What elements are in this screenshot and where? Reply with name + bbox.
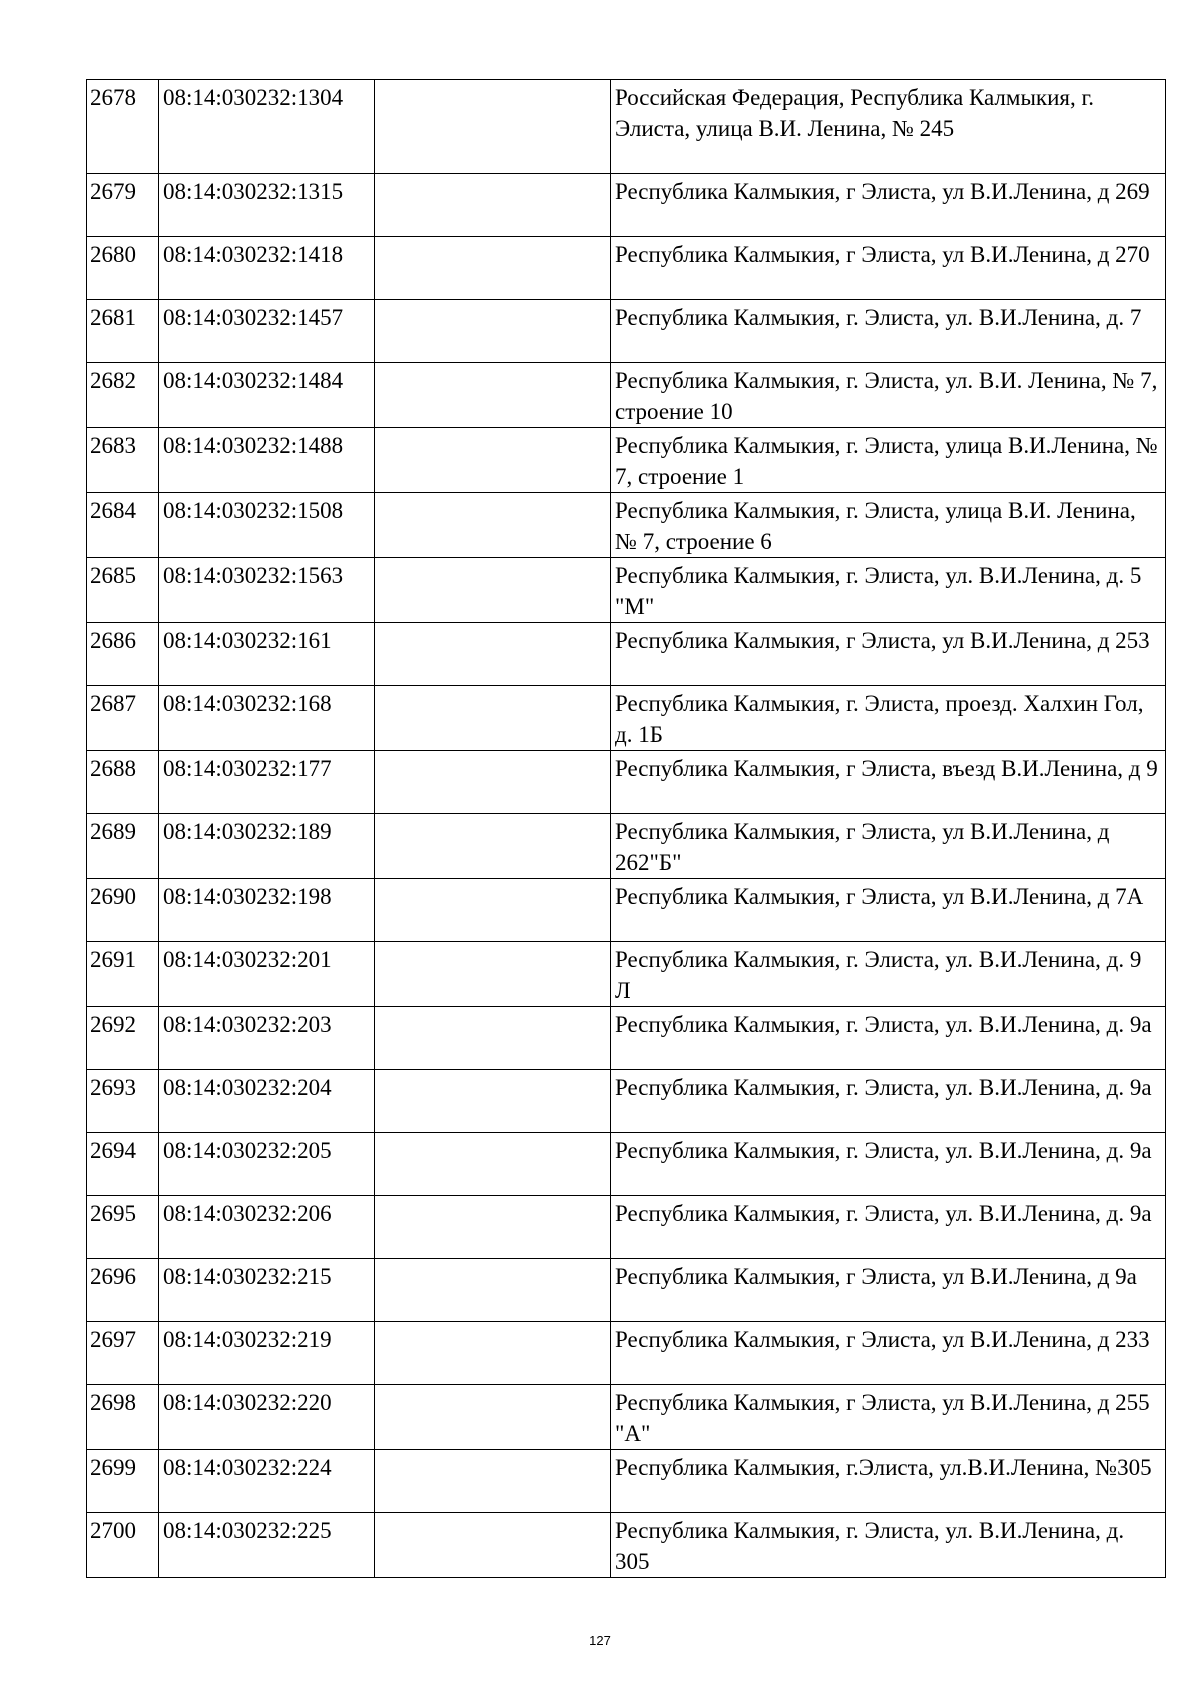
table-row <box>87 1196 1166 1259</box>
table-row <box>87 623 1166 686</box>
row-number-cell: 2679 <box>87 174 159 237</box>
empty-cell <box>375 1322 611 1385</box>
address-cell: Республика Калмыкия, г. Элиста, ул. В.И.Ленина, д. 9а <box>611 1133 1166 1196</box>
empty-cell <box>375 1259 611 1322</box>
page-number: 127 <box>589 1633 611 1648</box>
table-row <box>87 1070 1166 1133</box>
empty-cell <box>375 623 611 686</box>
table-row <box>87 493 1166 558</box>
cadastral-number-cell: 08:14:030232:1304 <box>159 80 375 174</box>
table-row <box>87 751 1166 814</box>
address-cell: Республика Калмыкия, г Элиста, ул В.И.Ленина, д 233 <box>611 1322 1166 1385</box>
cadastral-number-cell: 08:14:030232:189 <box>159 814 375 879</box>
cadastral-number-cell: 08:14:030232:1457 <box>159 300 375 363</box>
table-row <box>87 1513 1166 1578</box>
cadastral-number-cell: 08:14:030232:220 <box>159 1385 375 1450</box>
cadastral-number-cell: 08:14:030232:1484 <box>159 363 375 428</box>
address-cell: Республика Калмыкия, г. Элиста, ул. В.И.Ленина, д. 5 "М" <box>611 558 1166 623</box>
empty-cell <box>375 300 611 363</box>
row-number-cell: 2685 <box>87 558 159 623</box>
row-number-cell: 2687 <box>87 686 159 751</box>
row-number-cell: 2689 <box>87 814 159 879</box>
address-cell: Российская Федерация, Республика Калмыкия, г. Элиста, улица В.И. Ленина, № 245 <box>611 80 1166 174</box>
address-cell: Республика Калмыкия, г Элиста, ул В.И.Ленина, д 270 <box>611 237 1166 300</box>
address-cell: Республика Калмыкия, г. Элиста, ул. В.И. Ленина, № 7, строение 10 <box>611 363 1166 428</box>
empty-cell <box>375 1385 611 1450</box>
cadastral-number-cell: 08:14:030232:203 <box>159 1007 375 1070</box>
empty-cell <box>375 363 611 428</box>
table-row <box>87 300 1166 363</box>
cadastral-number-cell: 08:14:030232:219 <box>159 1322 375 1385</box>
cadastral-number-cell: 08:14:030232:168 <box>159 686 375 751</box>
table-row <box>87 1385 1166 1450</box>
row-number-cell: 2682 <box>87 363 159 428</box>
table-row <box>87 428 1166 493</box>
row-number-cell: 2680 <box>87 237 159 300</box>
table-row <box>87 1133 1166 1196</box>
table-row <box>87 363 1166 428</box>
address-cell: Республика Калмыкия, г Элиста, ул В.И.Ленина, д 269 <box>611 174 1166 237</box>
register-table-body <box>87 80 1166 1578</box>
address-cell: Республика Калмыкия, г. Элиста, ул. В.И.Ленина, д. 9а <box>611 1007 1166 1070</box>
row-number-cell: 2684 <box>87 493 159 558</box>
address-cell: Республика Калмыкия, г Элиста, въезд В.И.Ленина, д 9 <box>611 751 1166 814</box>
row-number-cell: 2692 <box>87 1007 159 1070</box>
empty-cell <box>375 237 611 300</box>
empty-cell <box>375 428 611 493</box>
empty-cell <box>375 814 611 879</box>
table-row <box>87 1259 1166 1322</box>
address-cell: Республика Калмыкия, г. Элиста, ул. В.И.Ленина, д. 305 <box>611 1513 1166 1578</box>
address-cell: Республика Калмыкия, г. Элиста, проезд. Халхин Гол, д. 1Б <box>611 686 1166 751</box>
address-cell: Республика Калмыкия, г. Элиста, ул. В.И.Ленина, д. 7 <box>611 300 1166 363</box>
address-cell: Республика Калмыкия, г. Элиста, улица В.И.Ленина, № 7, строение 1 <box>611 428 1166 493</box>
row-number-cell: 2696 <box>87 1259 159 1322</box>
row-number-cell: 2700 <box>87 1513 159 1578</box>
row-number-cell: 2693 <box>87 1070 159 1133</box>
row-number-cell: 2697 <box>87 1322 159 1385</box>
row-number-cell: 2695 <box>87 1196 159 1259</box>
cadastral-number-cell: 08:14:030232:1418 <box>159 237 375 300</box>
table-row <box>87 1007 1166 1070</box>
cadastral-number-cell: 08:14:030232:1508 <box>159 493 375 558</box>
cadastral-number-cell: 08:14:030232:177 <box>159 751 375 814</box>
empty-cell <box>375 751 611 814</box>
empty-cell <box>375 493 611 558</box>
table-row <box>87 942 1166 1007</box>
row-number-cell: 2683 <box>87 428 159 493</box>
address-cell: Республика Калмыкия, г. Элиста, ул. В.И.Ленина, д. 9 Л <box>611 942 1166 1007</box>
cadastral-number-cell: 08:14:030232:1488 <box>159 428 375 493</box>
row-number-cell: 2681 <box>87 300 159 363</box>
table-row <box>87 1322 1166 1385</box>
row-number-cell: 2678 <box>87 80 159 174</box>
address-cell: Республика Калмыкия, г. Элиста, улица В.И. Ленина, № 7, строение 6 <box>611 493 1166 558</box>
table-row <box>87 686 1166 751</box>
address-cell: Республика Калмыкия, г Элиста, ул В.И.Ленина, д 255 "А" <box>611 1385 1166 1450</box>
empty-cell <box>375 1450 611 1513</box>
table-row <box>87 80 1166 174</box>
table-row <box>87 558 1166 623</box>
table-row <box>87 879 1166 942</box>
address-cell: Республика Калмыкия, г. Элиста, ул. В.И.Ленина, д. 9а <box>611 1070 1166 1133</box>
row-number-cell: 2690 <box>87 879 159 942</box>
address-cell: Республика Калмыкия, г Элиста, ул В.И.Ленина, д 253 <box>611 623 1166 686</box>
cadastral-number-cell: 08:14:030232:201 <box>159 942 375 1007</box>
cadastral-number-cell: 08:14:030232:198 <box>159 879 375 942</box>
table-row <box>87 174 1166 237</box>
row-number-cell: 2691 <box>87 942 159 1007</box>
empty-cell <box>375 80 611 174</box>
cadastral-number-cell: 08:14:030232:205 <box>159 1133 375 1196</box>
row-number-cell: 2698 <box>87 1385 159 1450</box>
table-row <box>87 1450 1166 1513</box>
table-row <box>87 814 1166 879</box>
row-number-cell: 2688 <box>87 751 159 814</box>
row-number-cell: 2699 <box>87 1450 159 1513</box>
empty-cell <box>375 174 611 237</box>
cadastral-number-cell: 08:14:030232:1563 <box>159 558 375 623</box>
cadastral-number-cell: 08:14:030232:224 <box>159 1450 375 1513</box>
address-cell: Республика Калмыкия, г Элиста, ул В.И.Ленина, д 7А <box>611 879 1166 942</box>
empty-cell <box>375 1070 611 1133</box>
address-cell: Республика Калмыкия, г Элиста, ул В.И.Ленина, д 9а <box>611 1259 1166 1322</box>
empty-cell <box>375 686 611 751</box>
address-cell: Республика Калмыкия, г.Элиста, ул.В.И.Ленина, №305 <box>611 1450 1166 1513</box>
empty-cell <box>375 942 611 1007</box>
cadastral-number-cell: 08:14:030232:206 <box>159 1196 375 1259</box>
cadastral-number-cell: 08:14:030232:161 <box>159 623 375 686</box>
address-cell: Республика Калмыкия, г Элиста, ул В.И.Ленина, д 262"Б" <box>611 814 1166 879</box>
register-table <box>86 79 1166 1578</box>
empty-cell <box>375 1513 611 1578</box>
empty-cell <box>375 1196 611 1259</box>
empty-cell <box>375 558 611 623</box>
table-row <box>87 237 1166 300</box>
cadastral-number-cell: 08:14:030232:1315 <box>159 174 375 237</box>
cadastral-number-cell: 08:14:030232:225 <box>159 1513 375 1578</box>
row-number-cell: 2686 <box>87 623 159 686</box>
address-cell: Республика Калмыкия, г. Элиста, ул. В.И.Ленина, д. 9а <box>611 1196 1166 1259</box>
empty-cell <box>375 1007 611 1070</box>
row-number-cell: 2694 <box>87 1133 159 1196</box>
empty-cell <box>375 1133 611 1196</box>
empty-cell <box>375 879 611 942</box>
cadastral-number-cell: 08:14:030232:215 <box>159 1259 375 1322</box>
cadastral-number-cell: 08:14:030232:204 <box>159 1070 375 1133</box>
